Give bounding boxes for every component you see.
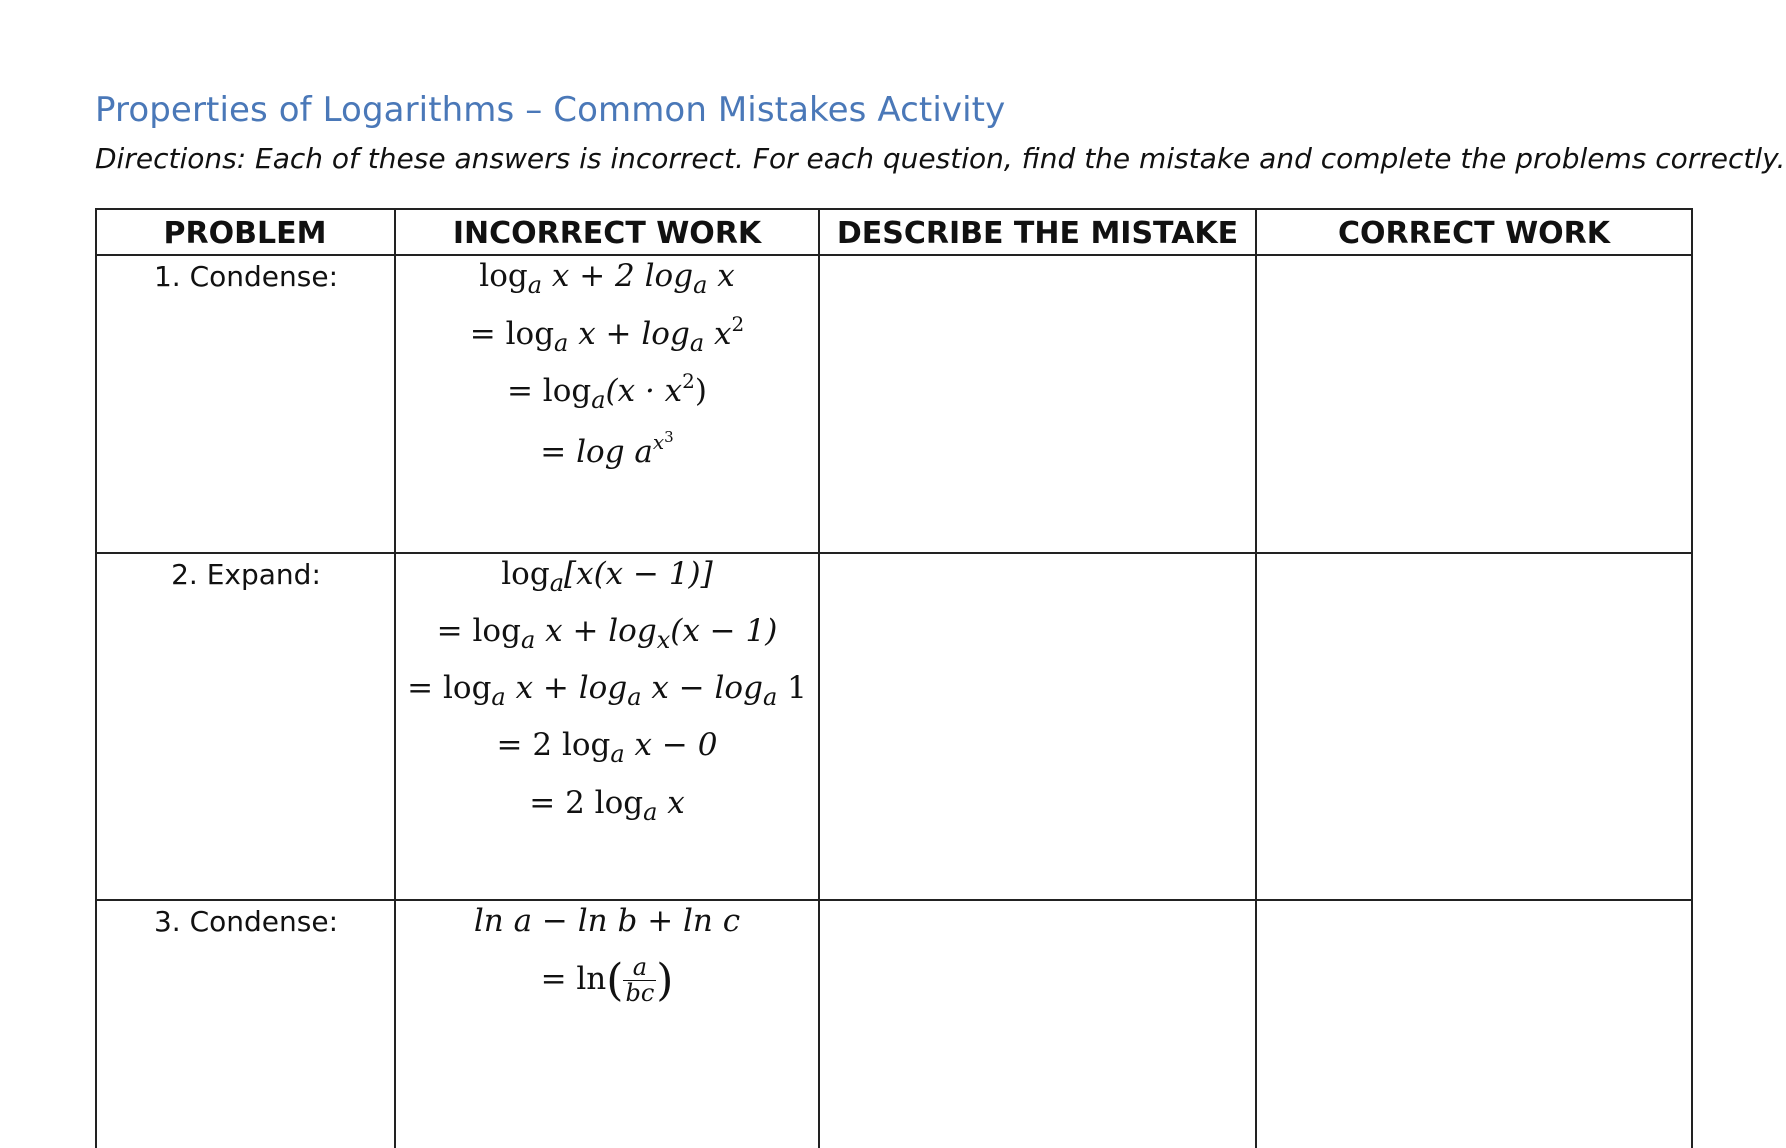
col-divider-0 [95,208,97,1148]
problem-2-label: 2. Expand: [171,558,321,591]
describe-mistake-cell-1[interactable] [820,256,1255,552]
header-correct-work: CORRECT WORK [1337,216,1611,251]
problem-1-step-2: = $\log_a x + \log_a x^2$ [469,312,745,357]
header-problem: PROBLEM [163,216,327,251]
problem-1-step-1: $\log_a x + 2$ $\log_a x$ [479,258,735,299]
problem-2-step-3: = $\log_a x + \log_a x - \log_a 1$ [407,670,807,711]
table-border-top [95,208,1693,210]
problem-1-label: 1. Condense: [153,260,339,293]
correct-work-cell-2[interactable] [1257,554,1691,899]
page-title: Properties of Logarithms – Common Mistakes Activity [95,90,1006,130]
directions: Directions: Each of these answers is incorrect. For each question, find the mistake and complete the problems correctly. [95,142,1786,175]
problem-1-step-4: = $\log a^{x^3}$ [540,428,674,470]
problem-1-step-3: = $\log_a(x \cdot x^2)$ [506,369,708,414]
problem-2-step-1: $\log_a[x(x - 1)]$ [501,556,713,597]
header-incorrect-work: INCORRECT WORK [452,216,762,251]
problem-3-step-1: ln a − ln b + ln c [473,903,741,939]
describe-mistake-cell-3[interactable] [820,901,1255,1148]
correct-work-cell-3[interactable] [1257,901,1691,1148]
problem-3-label: 3. Condense: [153,905,339,938]
describe-mistake-cell-2[interactable] [820,554,1255,899]
correct-work-cell-1[interactable] [1257,256,1691,552]
problem-2-step-2: = $\log_a x + \log_x(x - 1)$ [436,613,778,654]
fraction-a-over-bc: $\frac{a}{bc}$ [625,953,655,1008]
problem-2-step-4: = 2 $\log_a x - 0$ [496,727,718,768]
col-divider-4 [1691,208,1693,1148]
problem-3-step-2: = $\ln(\frac{a}{bc}$ ) [540,953,674,1008]
header-describe-mistake: DESCRIBE THE MISTAKE [836,216,1239,251]
problem-2-step-5: = 2 $\log_a x$ [529,785,685,826]
